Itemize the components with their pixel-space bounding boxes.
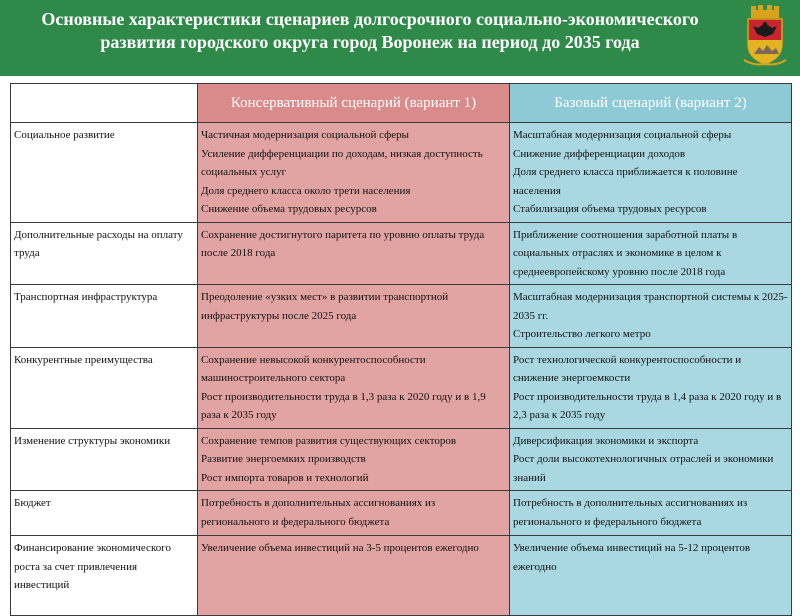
coat-of-arms-icon — [742, 4, 788, 68]
conservative-cell — [198, 285, 510, 348]
cell-line: Доля среднего класса приближается к половине населения — [513, 166, 738, 197]
cell-line: Развитие энергоемких производств — [201, 453, 366, 465]
conservative-cell — [198, 347, 510, 428]
cell-line: Преодоление «узких мест» в развитии транспортной инфраструктуры после 2025 года — [201, 291, 449, 322]
corner-cell — [11, 84, 198, 123]
cell-line: Рост доли высокотехнологичных отраслей и экономики знаний — [513, 453, 774, 484]
cell-line: Усиление дифференциации по доходам, низкая доступность социальных услуг — [201, 147, 483, 178]
cell-line: Снижение объема трудовых ресурсов — [201, 203, 377, 215]
row-label: Финансирование экономического роста за счет привлечения инвестиций — [11, 536, 198, 616]
cell-line: Рост производительности труда в 1,3 раза к 2020 году и в 1,9 раза к 2035 году — [201, 390, 486, 421]
cell-line: Рост импорта товаров и технологий — [201, 471, 369, 484]
row-label: Социальное развитие — [11, 123, 198, 223]
cell-line: Увеличение объема инвестиций на 5-12 процентов ежегодно — [513, 542, 751, 573]
table-row — [11, 123, 792, 223]
base-cell — [510, 428, 792, 491]
cell-line: Доля среднего класса около трети населения — [201, 184, 411, 197]
conservative-cell — [198, 123, 510, 223]
cell-line: Приближение соотношения заработной платы в социальных отраслях и экономике в целом к среднеевропейскому уровню после 2018 года — [513, 228, 738, 278]
page-title-line-1: Основные характеристики сценариев долгосрочного социально-экономического — [41, 9, 699, 29]
cell-line: Увеличение объема инвестиций на 3-5 процентов ежегодно — [201, 542, 479, 554]
row-label: Конкурентные преимущества — [11, 347, 198, 428]
cell-line: Диверсификация экономики и экспорта — [513, 434, 699, 447]
base-cell — [510, 491, 792, 536]
cell-line: Потребность в дополнительных ассигнованиях из регионального и федерального бюджета — [513, 497, 748, 528]
column-header-base: Базовый сценарий (вариант 2) — [510, 84, 792, 123]
conservative-cell — [198, 491, 510, 536]
table-row — [11, 347, 792, 428]
page-title-line-2: развития городского округа город Воронеж на период до 2035 года — [100, 32, 640, 52]
row-label: Транспортная инфраструктура — [11, 285, 198, 348]
cell-line: Масштабная модернизация транспортной системы к 2025-2035 гг. — [513, 291, 788, 322]
cell-line: Стабилизация объема трудовых ресурсов — [513, 203, 707, 215]
column-header-conservative: Консервативный сценарий (вариант 1) — [198, 84, 510, 123]
title-banner — [0, 0, 800, 76]
cell-line: Сохранение невысокой конкурентоспособности машиностроительного сектора — [201, 353, 426, 384]
table-row — [11, 491, 792, 536]
table-header-row — [11, 84, 792, 123]
cell-line: Снижение дифференциации доходов — [513, 147, 686, 160]
conservative-cell — [198, 428, 510, 491]
page-title — [6, 8, 734, 54]
table-row — [11, 536, 792, 616]
row-label: Изменение структуры экономики — [11, 428, 198, 491]
cell-line: Рост производительности труда в 1,4 раза к 2020 году и в 2,3 раза к 2035 году — [513, 390, 782, 421]
base-cell — [510, 347, 792, 428]
cell-line: Рост технологической конкурентоспособности и снижение энергоемкости — [513, 353, 742, 384]
row-label: Дополнительные расходы на оплату труда — [11, 222, 198, 285]
row-label: Бюджет — [11, 491, 198, 536]
base-cell — [510, 222, 792, 285]
cell-line: Строительство легкого метро — [513, 328, 651, 340]
base-cell — [510, 285, 792, 348]
cell-line: Масштабная модернизация социальной сферы — [513, 129, 732, 141]
table-row — [11, 428, 792, 491]
conservative-cell — [198, 222, 510, 285]
base-cell — [510, 123, 792, 223]
conservative-cell — [198, 536, 510, 616]
cell-line: Потребность в дополнительных ассигнованиях из регионального и федерального бюджета — [201, 497, 436, 528]
scenarios-table — [10, 83, 792, 616]
table-row — [11, 222, 792, 285]
cell-line: Сохранение достигнутого паритета по уровню оплаты труда после 2018 года — [201, 228, 485, 259]
cell-line: Частичная модернизация социальной сферы — [201, 129, 410, 141]
cell-line: Сохранение темпов развития существующих секторов — [201, 434, 457, 447]
table-row — [11, 285, 792, 348]
base-cell — [510, 536, 792, 616]
